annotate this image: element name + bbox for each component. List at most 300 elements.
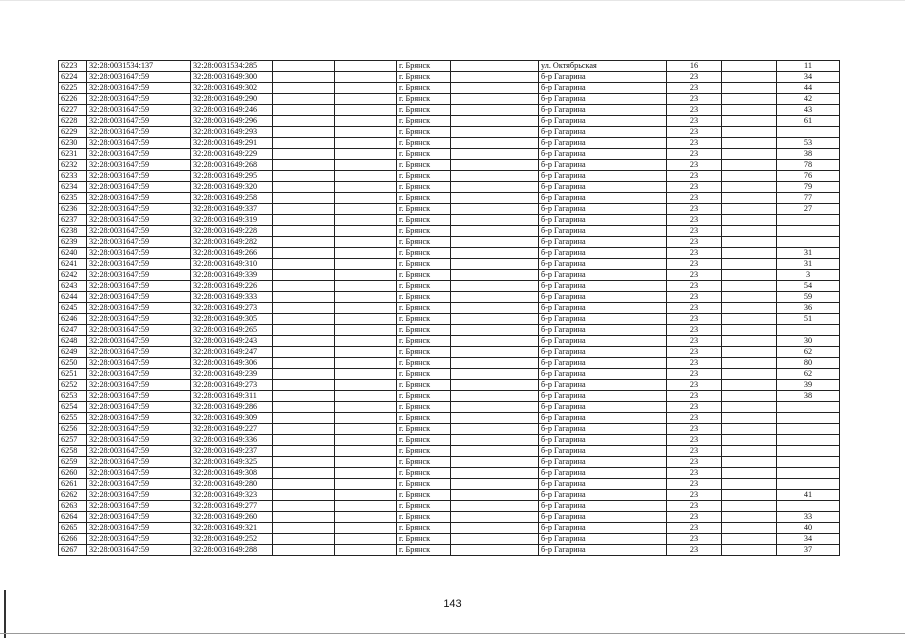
- table-row: [59, 259, 840, 270]
- city-cell: г. Брянск: [397, 314, 451, 325]
- empty-cell: [722, 314, 777, 325]
- city-cell: г. Брянск: [397, 182, 451, 193]
- empty-cell: [273, 336, 335, 347]
- house-cell: 23: [667, 127, 722, 138]
- object-cadastral-cell: 32:28:0031534:285: [191, 61, 273, 72]
- city-cell: г. Брянск: [397, 237, 451, 248]
- house-cell: 23: [667, 501, 722, 512]
- object-cadastral-cell: 32:28:0031649:273: [191, 380, 273, 391]
- street-cell: б-р Гагарина: [539, 193, 667, 204]
- object-cadastral-cell: 32:28:0031649:306: [191, 358, 273, 369]
- house-cell: 23: [667, 380, 722, 391]
- house-cell: 23: [667, 182, 722, 193]
- street-cell: б-р Гагарина: [539, 292, 667, 303]
- empty-cell: [335, 347, 397, 358]
- empty-cell: [722, 292, 777, 303]
- empty-cell: [722, 369, 777, 380]
- empty-cell: [273, 490, 335, 501]
- empty-cell: [273, 303, 335, 314]
- object-cadastral-cell: 32:28:0031649:237: [191, 446, 273, 457]
- empty-cell: [273, 83, 335, 94]
- city-cell: г. Брянск: [397, 72, 451, 83]
- parcel-cadastral-cell: 32:28:0031647:59: [87, 204, 191, 215]
- row-number-cell: 6252: [59, 380, 87, 391]
- street-cell: б-р Гагарина: [539, 512, 667, 523]
- city-cell: г. Брянск: [397, 490, 451, 501]
- empty-cell: [273, 193, 335, 204]
- empty-cell: [273, 127, 335, 138]
- street-cell: б-р Гагарина: [539, 204, 667, 215]
- object-cadastral-cell: 32:28:0031649:295: [191, 171, 273, 182]
- street-cell: б-р Гагарина: [539, 116, 667, 127]
- object-cadastral-cell: 32:28:0031649:333: [191, 292, 273, 303]
- empty-cell: [451, 270, 539, 281]
- table-row: [59, 380, 840, 391]
- table-row: [59, 105, 840, 116]
- object-cadastral-cell: 32:28:0031649:337: [191, 204, 273, 215]
- house-cell: 23: [667, 72, 722, 83]
- empty-cell: [273, 226, 335, 237]
- parcel-cadastral-cell: 32:28:0031647:59: [87, 149, 191, 160]
- empty-cell: [722, 281, 777, 292]
- apartment-cell: 43: [777, 105, 840, 116]
- street-cell: б-р Гагарина: [539, 380, 667, 391]
- table-row: [59, 215, 840, 226]
- empty-cell: [335, 534, 397, 545]
- empty-cell: [722, 413, 777, 424]
- house-cell: 23: [667, 369, 722, 380]
- empty-cell: [451, 413, 539, 424]
- table-row: [59, 325, 840, 336]
- empty-cell: [722, 457, 777, 468]
- city-cell: г. Брянск: [397, 457, 451, 468]
- table-row: [59, 72, 840, 83]
- street-cell: б-р Гагарина: [539, 413, 667, 424]
- object-cadastral-cell: 32:28:0031649:266: [191, 248, 273, 259]
- apartment-cell: 3: [777, 270, 840, 281]
- house-cell: 23: [667, 336, 722, 347]
- empty-cell: [722, 435, 777, 446]
- parcel-cadastral-cell: 32:28:0031647:59: [87, 413, 191, 424]
- row-number-cell: 6264: [59, 512, 87, 523]
- object-cadastral-cell: 32:28:0031649:260: [191, 512, 273, 523]
- apartment-cell: 53: [777, 138, 840, 149]
- street-cell: б-р Гагарина: [539, 523, 667, 534]
- empty-cell: [451, 391, 539, 402]
- empty-cell: [273, 105, 335, 116]
- empty-cell: [335, 314, 397, 325]
- row-number-cell: 6241: [59, 259, 87, 270]
- city-cell: г. Брянск: [397, 512, 451, 523]
- city-cell: г. Брянск: [397, 358, 451, 369]
- empty-cell: [451, 204, 539, 215]
- city-cell: г. Брянск: [397, 336, 451, 347]
- empty-cell: [335, 226, 397, 237]
- empty-cell: [335, 523, 397, 534]
- city-cell: г. Брянск: [397, 160, 451, 171]
- row-number-cell: 6228: [59, 116, 87, 127]
- parcel-cadastral-cell: 32:28:0031647:59: [87, 182, 191, 193]
- city-cell: г. Брянск: [397, 424, 451, 435]
- parcel-cadastral-cell: 32:28:0031647:59: [87, 347, 191, 358]
- empty-cell: [335, 512, 397, 523]
- empty-cell: [335, 182, 397, 193]
- empty-cell: [273, 94, 335, 105]
- row-number-cell: 6240: [59, 248, 87, 259]
- register-table: [58, 60, 840, 556]
- empty-cell: [722, 270, 777, 281]
- house-cell: 23: [667, 479, 722, 490]
- empty-cell: [722, 248, 777, 259]
- empty-cell: [335, 457, 397, 468]
- city-cell: г. Брянск: [397, 61, 451, 72]
- street-cell: б-р Гагарина: [539, 336, 667, 347]
- table-row: [59, 127, 840, 138]
- apartment-cell: 38: [777, 149, 840, 160]
- parcel-cadastral-cell: 32:28:0031647:59: [87, 237, 191, 248]
- empty-cell: [273, 72, 335, 83]
- empty-cell: [722, 138, 777, 149]
- empty-cell: [273, 182, 335, 193]
- empty-cell: [451, 468, 539, 479]
- city-cell: г. Брянск: [397, 303, 451, 314]
- empty-cell: [451, 226, 539, 237]
- empty-cell: [273, 358, 335, 369]
- house-cell: 23: [667, 270, 722, 281]
- empty-cell: [722, 237, 777, 248]
- parcel-cadastral-cell: 32:28:0031647:59: [87, 479, 191, 490]
- house-cell: 23: [667, 303, 722, 314]
- parcel-cadastral-cell: 32:28:0031647:59: [87, 358, 191, 369]
- empty-cell: [722, 72, 777, 83]
- empty-cell: [451, 281, 539, 292]
- city-cell: г. Брянск: [397, 545, 451, 556]
- row-number-cell: 6260: [59, 468, 87, 479]
- apartment-cell: 51: [777, 314, 840, 325]
- city-cell: г. Брянск: [397, 446, 451, 457]
- city-cell: г. Брянск: [397, 479, 451, 490]
- apartment-cell: 31: [777, 259, 840, 270]
- empty-cell: [722, 127, 777, 138]
- object-cadastral-cell: 32:28:0031649:229: [191, 149, 273, 160]
- empty-cell: [335, 237, 397, 248]
- empty-cell: [335, 336, 397, 347]
- empty-cell: [273, 149, 335, 160]
- city-cell: г. Брянск: [397, 248, 451, 259]
- street-cell: б-р Гагарина: [539, 501, 667, 512]
- apartment-cell: [777, 127, 840, 138]
- object-cadastral-cell: 32:28:0031649:277: [191, 501, 273, 512]
- apartment-cell: 36: [777, 303, 840, 314]
- apartment-cell: 38: [777, 391, 840, 402]
- object-cadastral-cell: 32:28:0031649:339: [191, 270, 273, 281]
- street-cell: б-р Гагарина: [539, 303, 667, 314]
- street-cell: б-р Гагарина: [539, 171, 667, 182]
- house-cell: 23: [667, 160, 722, 171]
- empty-cell: [722, 325, 777, 336]
- scan-edge-bottom: [0, 633, 905, 634]
- empty-cell: [335, 424, 397, 435]
- house-cell: 23: [667, 523, 722, 534]
- row-number-cell: 6249: [59, 347, 87, 358]
- city-cell: г. Брянск: [397, 193, 451, 204]
- object-cadastral-cell: 32:28:0031649:296: [191, 116, 273, 127]
- empty-cell: [451, 61, 539, 72]
- empty-cell: [451, 72, 539, 83]
- street-cell: б-р Гагарина: [539, 534, 667, 545]
- parcel-cadastral-cell: 32:28:0031647:59: [87, 468, 191, 479]
- table-row: [59, 314, 840, 325]
- empty-cell: [451, 127, 539, 138]
- apartment-cell: 40: [777, 523, 840, 534]
- empty-cell: [722, 402, 777, 413]
- city-cell: г. Брянск: [397, 281, 451, 292]
- parcel-cadastral-cell: 32:28:0031647:59: [87, 457, 191, 468]
- house-cell: 23: [667, 490, 722, 501]
- row-number-cell: 6265: [59, 523, 87, 534]
- parcel-cadastral-cell: 32:28:0031647:59: [87, 160, 191, 171]
- empty-cell: [451, 160, 539, 171]
- city-cell: г. Брянск: [397, 127, 451, 138]
- street-cell: б-р Гагарина: [539, 248, 667, 259]
- table-row: [59, 490, 840, 501]
- table-row: [59, 303, 840, 314]
- row-number-cell: 6261: [59, 479, 87, 490]
- empty-cell: [335, 127, 397, 138]
- street-cell: б-р Гагарина: [539, 369, 667, 380]
- empty-cell: [451, 94, 539, 105]
- object-cadastral-cell: 32:28:0031649:320: [191, 182, 273, 193]
- empty-cell: [335, 259, 397, 270]
- empty-cell: [273, 446, 335, 457]
- row-number-cell: 6230: [59, 138, 87, 149]
- object-cadastral-cell: 32:28:0031649:305: [191, 314, 273, 325]
- empty-cell: [722, 105, 777, 116]
- house-cell: 23: [667, 149, 722, 160]
- apartment-cell: 77: [777, 193, 840, 204]
- parcel-cadastral-cell: 32:28:0031647:59: [87, 336, 191, 347]
- empty-cell: [273, 369, 335, 380]
- apartment-cell: [777, 424, 840, 435]
- empty-cell: [335, 413, 397, 424]
- empty-cell: [722, 347, 777, 358]
- object-cadastral-cell: 32:28:0031649:282: [191, 237, 273, 248]
- parcel-cadastral-cell: 32:28:0031647:59: [87, 248, 191, 259]
- object-cadastral-cell: 32:28:0031649:227: [191, 424, 273, 435]
- empty-cell: [451, 402, 539, 413]
- parcel-cadastral-cell: 32:28:0031647:59: [87, 380, 191, 391]
- apartment-cell: 61: [777, 116, 840, 127]
- empty-cell: [722, 545, 777, 556]
- empty-cell: [451, 490, 539, 501]
- street-cell: б-р Гагарина: [539, 490, 667, 501]
- apartment-cell: 54: [777, 281, 840, 292]
- object-cadastral-cell: 32:28:0031649:239: [191, 369, 273, 380]
- empty-cell: [273, 512, 335, 523]
- table-row: [59, 512, 840, 523]
- empty-cell: [335, 446, 397, 457]
- row-number-cell: 6258: [59, 446, 87, 457]
- row-number-cell: 6244: [59, 292, 87, 303]
- parcel-cadastral-cell: 32:28:0031647:59: [87, 116, 191, 127]
- empty-cell: [335, 281, 397, 292]
- apartment-cell: [777, 435, 840, 446]
- house-cell: 23: [667, 468, 722, 479]
- object-cadastral-cell: 32:28:0031649:321: [191, 523, 273, 534]
- empty-cell: [273, 435, 335, 446]
- empty-cell: [451, 358, 539, 369]
- street-cell: б-р Гагарина: [539, 149, 667, 160]
- empty-cell: [451, 347, 539, 358]
- empty-cell: [451, 116, 539, 127]
- apartment-cell: 11: [777, 61, 840, 72]
- table-row: [59, 413, 840, 424]
- street-cell: б-р Гагарина: [539, 105, 667, 116]
- street-cell: б-р Гагарина: [539, 215, 667, 226]
- city-cell: г. Брянск: [397, 226, 451, 237]
- parcel-cadastral-cell: 32:28:0031647:59: [87, 402, 191, 413]
- house-cell: 23: [667, 435, 722, 446]
- empty-cell: [451, 237, 539, 248]
- empty-cell: [722, 193, 777, 204]
- row-number-cell: 6257: [59, 435, 87, 446]
- house-cell: 23: [667, 534, 722, 545]
- empty-cell: [722, 116, 777, 127]
- apartment-cell: [777, 325, 840, 336]
- empty-cell: [335, 83, 397, 94]
- apartment-cell: 34: [777, 72, 840, 83]
- row-number-cell: 6247: [59, 325, 87, 336]
- row-number-cell: 6256: [59, 424, 87, 435]
- empty-cell: [335, 105, 397, 116]
- house-cell: 23: [667, 105, 722, 116]
- house-cell: 23: [667, 314, 722, 325]
- empty-cell: [451, 215, 539, 226]
- row-number-cell: 6225: [59, 83, 87, 94]
- table-row: [59, 424, 840, 435]
- row-number-cell: 6245: [59, 303, 87, 314]
- street-cell: б-р Гагарина: [539, 446, 667, 457]
- object-cadastral-cell: 32:28:0031649:291: [191, 138, 273, 149]
- empty-cell: [273, 237, 335, 248]
- city-cell: г. Брянск: [397, 347, 451, 358]
- street-cell: б-р Гагарина: [539, 314, 667, 325]
- apartment-cell: 42: [777, 94, 840, 105]
- object-cadastral-cell: 32:28:0031649:273: [191, 303, 273, 314]
- empty-cell: [273, 479, 335, 490]
- object-cadastral-cell: 32:28:0031649:300: [191, 72, 273, 83]
- object-cadastral-cell: 32:28:0031649:336: [191, 435, 273, 446]
- apartment-cell: 44: [777, 83, 840, 94]
- empty-cell: [722, 391, 777, 402]
- empty-cell: [722, 226, 777, 237]
- empty-cell: [273, 171, 335, 182]
- house-cell: 23: [667, 259, 722, 270]
- house-cell: 23: [667, 347, 722, 358]
- table-row: [59, 501, 840, 512]
- house-cell: 23: [667, 545, 722, 556]
- city-cell: г. Брянск: [397, 171, 451, 182]
- street-cell: б-р Гагарина: [539, 226, 667, 237]
- empty-cell: [335, 204, 397, 215]
- page-number: 143: [443, 598, 462, 610]
- parcel-cadastral-cell: 32:28:0031647:59: [87, 292, 191, 303]
- apartment-cell: 62: [777, 347, 840, 358]
- city-cell: г. Брянск: [397, 468, 451, 479]
- city-cell: г. Брянск: [397, 523, 451, 534]
- house-cell: 23: [667, 358, 722, 369]
- apartment-cell: [777, 501, 840, 512]
- empty-cell: [273, 523, 335, 534]
- object-cadastral-cell: 32:28:0031649:309: [191, 413, 273, 424]
- empty-cell: [335, 490, 397, 501]
- empty-cell: [451, 171, 539, 182]
- row-number-cell: 6246: [59, 314, 87, 325]
- object-cadastral-cell: 32:28:0031649:319: [191, 215, 273, 226]
- row-number-cell: 6259: [59, 457, 87, 468]
- street-cell: б-р Гагарина: [539, 182, 667, 193]
- object-cadastral-cell: 32:28:0031649:286: [191, 402, 273, 413]
- table-row: [59, 479, 840, 490]
- empty-cell: [335, 193, 397, 204]
- empty-cell: [722, 468, 777, 479]
- street-cell: б-р Гагарина: [539, 160, 667, 171]
- empty-cell: [273, 457, 335, 468]
- empty-cell: [335, 545, 397, 556]
- empty-cell: [335, 149, 397, 160]
- apartment-cell: 37: [777, 545, 840, 556]
- row-number-cell: 6254: [59, 402, 87, 413]
- empty-cell: [451, 149, 539, 160]
- street-cell: б-р Гагарина: [539, 138, 667, 149]
- city-cell: г. Брянск: [397, 270, 451, 281]
- empty-cell: [722, 215, 777, 226]
- empty-cell: [335, 402, 397, 413]
- parcel-cadastral-cell: 32:28:0031647:59: [87, 446, 191, 457]
- street-cell: б-р Гагарина: [539, 402, 667, 413]
- empty-cell: [451, 523, 539, 534]
- table-row: [59, 347, 840, 358]
- empty-cell: [273, 534, 335, 545]
- object-cadastral-cell: 32:28:0031649:268: [191, 160, 273, 171]
- empty-cell: [273, 281, 335, 292]
- house-cell: 23: [667, 138, 722, 149]
- parcel-cadastral-cell: 32:28:0031647:59: [87, 94, 191, 105]
- table-row: [59, 193, 840, 204]
- apartment-cell: [777, 457, 840, 468]
- parcel-cadastral-cell: 32:28:0031647:59: [87, 193, 191, 204]
- table-row: [59, 171, 840, 182]
- city-cell: г. Брянск: [397, 292, 451, 303]
- empty-cell: [451, 105, 539, 116]
- empty-cell: [335, 72, 397, 83]
- empty-cell: [451, 545, 539, 556]
- empty-cell: [722, 83, 777, 94]
- empty-cell: [451, 534, 539, 545]
- parcel-cadastral-cell: 32:28:0031647:59: [87, 281, 191, 292]
- empty-cell: [451, 314, 539, 325]
- table-row: [59, 292, 840, 303]
- apartment-cell: 27: [777, 204, 840, 215]
- empty-cell: [722, 61, 777, 72]
- object-cadastral-cell: 32:28:0031649:290: [191, 94, 273, 105]
- table-row: [59, 468, 840, 479]
- apartment-cell: 80: [777, 358, 840, 369]
- street-cell: б-р Гагарина: [539, 259, 667, 270]
- empty-cell: [722, 259, 777, 270]
- empty-cell: [451, 259, 539, 270]
- object-cadastral-cell: 32:28:0031649:228: [191, 226, 273, 237]
